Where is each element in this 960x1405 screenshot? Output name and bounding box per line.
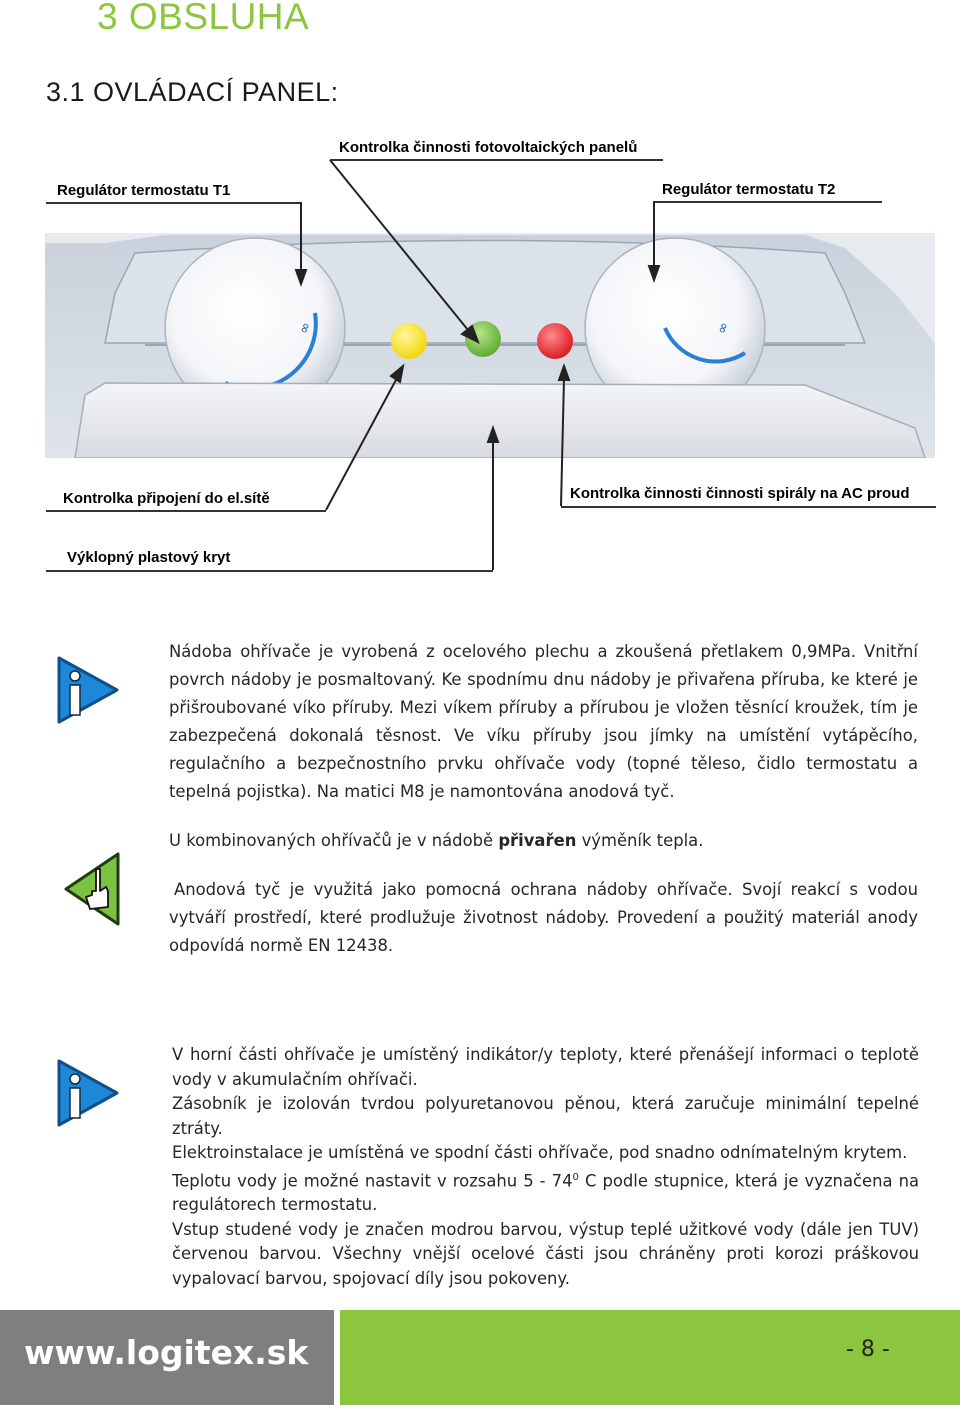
paragraph-exchanger: U kombinovaných ohřívačů je v nádobě přivařen výměník tepla. xyxy=(169,831,704,850)
hand-warning-icon xyxy=(62,851,124,927)
bold-welded: přivařen xyxy=(498,831,577,850)
text-block-1 xyxy=(169,638,918,806)
t2-infinity-mark: ∞ xyxy=(713,319,733,337)
t2-label: Regulátor termostatu T2 xyxy=(662,181,836,198)
paragraph-temperature: Teplotu vody je možné nastavit v rozsahu $5 - 74^0$ C podle stupnice, která je vyznačena na regulátorech termostatu. xyxy=(172,1170,919,1215)
page-number: - 8 - xyxy=(846,1337,890,1362)
paragraph-anode: Anodová tyč je využitá jako pomocná ochrana nádoby ohřívače. Svojí reakcí s vodou vytváří prostředí, které prodlužuje životnost nádoby. Provedení a použitý materiál anody odpovídá normě EN 12438. xyxy=(169,880,918,955)
paragraph-tank: Nádoba ohřívače je vyrobená z ocelového plechu a zkoušená přetlakem 0,9MPa. Vnitřní povrch nádoby je posmaltovaný. Ke spodnímu dnu nádoby je přivařena příruba, ke které je přišroubované víko příruby. Mezi víkem příruby a přírubou je vložen těsnící kroužek, tím je zabezpečená dokonalá těsnost. Ve víku příruby jsou jímky na umístění vytápěcího, regulačního a bezpečnostního prvku ohřívače vody (topné těleso, čidlo termostatu a tepelná pojistka). Na matici M8 je namontována anodová tyč. xyxy=(169,642,918,801)
section-heading: 3.1 OVLÁDACÍ PANEL: xyxy=(46,77,339,107)
footer-website-link[interactable]: www.logitex.sk xyxy=(24,1333,309,1372)
pv-indicator-label: Kontrolka činnosti fotovoltaických panelů xyxy=(339,139,638,156)
paragraph-electro: Elektroinstalace je umístěná ve spodní části ohřívače, pod snadno odnímatelným krytem. xyxy=(172,1143,908,1162)
paragraph-indicator: V horní části ohřívače je umístěný indikátor/y teploty, které přenášejí informaci o teplotě vody v akumulačním ohřívači. xyxy=(172,1045,919,1089)
info-icon xyxy=(55,1057,121,1129)
chapter-heading: 3 OBSLUHA xyxy=(97,0,310,37)
grid-indicator-label: Kontrolka připojení do el.sítě xyxy=(63,490,270,507)
cover-label: Výklopný plastový kryt xyxy=(67,549,231,566)
callout-arrows xyxy=(0,0,960,600)
paragraph-water: Vstup studené vody je značen modrou barvou, výstup teplé užitkové vody (dále jen TUV) červenou barvou. Všechny vnější ocelové části jsou chráněny proti korozi práškovou vypalovací barvou, spojovací díly jsou pokoveny. xyxy=(172,1219,919,1288)
text-block-2 xyxy=(172,1043,919,1291)
t1-infinity-mark: ∞ xyxy=(295,319,315,337)
t1-label: Regulátor termostatu T1 xyxy=(57,182,231,199)
info-icon xyxy=(55,655,121,725)
paragraph-insulation: Zásobník je izolován tvrdou polyuretanovou pěnou, která zaručuje minimální tepelné ztráty. xyxy=(172,1094,919,1138)
ac-indicator-label: Kontrolka činnosti činnosti spirály na AC proud xyxy=(570,485,910,502)
